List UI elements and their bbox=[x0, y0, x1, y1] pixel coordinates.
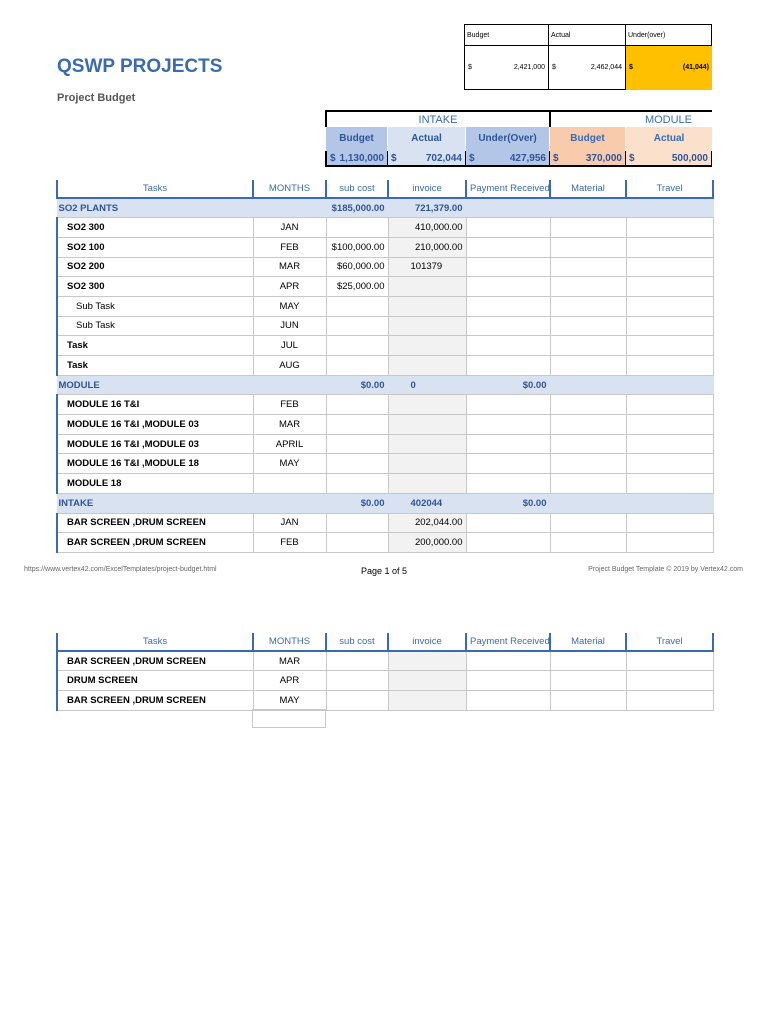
task-material[interactable] bbox=[550, 296, 626, 316]
task-travel[interactable] bbox=[626, 454, 713, 474]
module-budget-label: Budget bbox=[549, 127, 625, 151]
task-name[interactable]: Sub Task bbox=[57, 316, 253, 336]
task-material[interactable] bbox=[550, 651, 626, 671]
task-material[interactable] bbox=[550, 513, 626, 533]
task-invoice[interactable] bbox=[388, 454, 466, 474]
table-row bbox=[57, 296, 713, 316]
task-name[interactable]: MODULE 18 bbox=[57, 474, 253, 494]
task-sub-cost[interactable] bbox=[326, 434, 388, 454]
intake-budget-value: 1,130,000 bbox=[339, 153, 384, 164]
task-month[interactable]: JUL bbox=[253, 336, 326, 356]
task-material[interactable] bbox=[550, 356, 626, 376]
section-name: MODULE bbox=[57, 375, 253, 395]
task-month[interactable]: JAN bbox=[253, 513, 326, 533]
table-row bbox=[57, 316, 713, 336]
task-material[interactable] bbox=[550, 336, 626, 356]
task-material[interactable] bbox=[550, 395, 626, 415]
task-travel[interactable] bbox=[626, 533, 713, 553]
section-name: SO2 PLANTS bbox=[57, 198, 253, 218]
table-row bbox=[57, 690, 713, 710]
table-cell bbox=[253, 493, 326, 513]
table-row bbox=[57, 395, 713, 415]
table-cell bbox=[626, 375, 713, 395]
task-month[interactable]: MAY bbox=[253, 690, 326, 710]
page-subtitle: Project Budget bbox=[57, 92, 136, 104]
column-header-tasks: Tasks bbox=[57, 180, 253, 198]
section-payment: $0.00 bbox=[466, 375, 550, 395]
task-name[interactable]: BAR SCREEN ,DRUM SCREEN bbox=[57, 513, 253, 533]
task-month[interactable]: APR bbox=[253, 671, 326, 691]
currency-symbol: $ bbox=[553, 153, 559, 164]
task-travel[interactable] bbox=[626, 257, 713, 277]
task-travel[interactable] bbox=[626, 671, 713, 691]
task-sub-cost[interactable]: $60,000.00 bbox=[326, 257, 388, 277]
task-month[interactable]: FEB bbox=[253, 395, 326, 415]
table-row bbox=[57, 415, 713, 435]
task-material[interactable] bbox=[550, 474, 626, 494]
task-payment-received[interactable] bbox=[466, 277, 550, 297]
table-row bbox=[57, 336, 713, 356]
task-name[interactable]: DRUM SCREEN bbox=[57, 671, 253, 691]
task-payment-received[interactable] bbox=[466, 415, 550, 435]
table-row bbox=[57, 257, 713, 277]
summary-actual-value-cell bbox=[549, 46, 626, 90]
task-material[interactable] bbox=[550, 690, 626, 710]
table-row bbox=[57, 434, 713, 454]
task-sub-cost[interactable]: $100,000.00 bbox=[326, 237, 388, 257]
task-name[interactable]: SO2 200 bbox=[57, 257, 253, 277]
task-name[interactable]: MODULE 16 T&I ,MODULE 03 bbox=[57, 434, 253, 454]
section-name: INTAKE bbox=[57, 493, 253, 513]
section-invoice: 402044 bbox=[388, 493, 466, 513]
task-sub-cost[interactable] bbox=[326, 690, 388, 710]
task-travel[interactable] bbox=[626, 336, 713, 356]
task-sub-cost[interactable]: $25,000.00 bbox=[326, 277, 388, 297]
task-payment-received[interactable] bbox=[466, 356, 550, 376]
summary-budget-label: Budget bbox=[465, 25, 549, 46]
task-invoice[interactable] bbox=[388, 671, 466, 691]
section-payment bbox=[466, 198, 550, 218]
table-cell bbox=[626, 493, 713, 513]
column-header-material: Material bbox=[550, 633, 626, 651]
table-row bbox=[57, 474, 713, 494]
table-cell bbox=[253, 198, 326, 218]
intake-under-label: Under(Over) bbox=[465, 127, 549, 151]
task-name[interactable]: MODULE 16 T&I ,MODULE 18 bbox=[57, 454, 253, 474]
task-travel[interactable] bbox=[626, 237, 713, 257]
task-payment-received[interactable] bbox=[466, 454, 550, 474]
table-row bbox=[57, 533, 713, 553]
task-payment-received[interactable] bbox=[466, 395, 550, 415]
task-sub-cost[interactable] bbox=[326, 533, 388, 553]
intake-actual-total bbox=[387, 151, 465, 167]
task-sub-cost[interactable] bbox=[326, 474, 388, 494]
table-row bbox=[57, 671, 713, 691]
task-travel[interactable] bbox=[626, 218, 713, 238]
task-payment-received[interactable] bbox=[466, 474, 550, 494]
task-material[interactable] bbox=[550, 277, 626, 297]
section-sub-cost: $0.00 bbox=[326, 493, 388, 513]
table-row bbox=[57, 277, 713, 297]
task-invoice[interactable] bbox=[388, 356, 466, 376]
task-payment-received[interactable] bbox=[466, 690, 550, 710]
section-invoice: 721,379.00 bbox=[388, 198, 466, 218]
module-budget-value: 370,000 bbox=[585, 153, 622, 164]
table-cell bbox=[550, 198, 626, 218]
currency-symbol: $ bbox=[468, 64, 472, 71]
intake-header: INTAKE bbox=[325, 110, 549, 127]
task-material[interactable] bbox=[550, 237, 626, 257]
currency-symbol: $ bbox=[391, 153, 397, 164]
column-header-sub-cost: sub cost bbox=[326, 633, 388, 651]
task-sub-cost[interactable] bbox=[326, 296, 388, 316]
task-payment-received[interactable] bbox=[466, 218, 550, 238]
task-payment-received[interactable] bbox=[466, 513, 550, 533]
column-header-material: Material bbox=[550, 180, 626, 198]
task-material[interactable] bbox=[550, 218, 626, 238]
task-payment-received[interactable] bbox=[466, 296, 550, 316]
summary-actual-label: Actual bbox=[549, 25, 626, 46]
column-header-travel: Travel bbox=[626, 633, 713, 651]
task-month[interactable]: FEB bbox=[253, 237, 326, 257]
summary-under-value-cell bbox=[626, 46, 712, 90]
summary-under-value: (41,044) bbox=[682, 64, 709, 71]
task-invoice[interactable] bbox=[388, 415, 466, 435]
task-material[interactable] bbox=[550, 316, 626, 336]
table-header-row bbox=[57, 633, 713, 651]
task-material[interactable] bbox=[550, 415, 626, 435]
task-invoice[interactable] bbox=[388, 474, 466, 494]
task-sub-cost[interactable] bbox=[326, 336, 388, 356]
table-row bbox=[57, 454, 713, 474]
section-payment: $0.00 bbox=[466, 493, 550, 513]
task-invoice[interactable] bbox=[388, 395, 466, 415]
table-row bbox=[57, 218, 713, 238]
table-row bbox=[57, 356, 713, 376]
task-sub-cost[interactable] bbox=[326, 356, 388, 376]
task-payment-received[interactable] bbox=[466, 336, 550, 356]
task-payment-received[interactable] bbox=[466, 316, 550, 336]
task-sub-cost[interactable] bbox=[326, 395, 388, 415]
task-sub-cost[interactable] bbox=[326, 651, 388, 671]
intake-actual-value: 702,044 bbox=[425, 153, 462, 164]
task-material[interactable] bbox=[550, 533, 626, 553]
task-travel[interactable] bbox=[626, 395, 713, 415]
task-material[interactable] bbox=[550, 257, 626, 277]
task-invoice[interactable]: 200,000.00 bbox=[388, 533, 466, 553]
empty-month-cell[interactable] bbox=[252, 709, 326, 728]
summary-budget-value-cell bbox=[465, 46, 549, 90]
intake-actual-label: Actual bbox=[387, 127, 465, 151]
task-payment-received[interactable] bbox=[466, 237, 550, 257]
task-month[interactable]: JAN bbox=[253, 218, 326, 238]
task-payment-received[interactable] bbox=[466, 533, 550, 553]
task-month[interactable]: APR bbox=[253, 277, 326, 297]
intake-under-total bbox=[465, 151, 549, 167]
column-header-payment-received: Payment Received bbox=[466, 180, 550, 198]
column-header-invoice: invoice bbox=[388, 633, 466, 651]
module-header: MODULE bbox=[549, 110, 712, 127]
task-month[interactable]: JUN bbox=[253, 316, 326, 336]
task-invoice[interactable] bbox=[388, 296, 466, 316]
task-travel[interactable] bbox=[626, 474, 713, 494]
budget-table-page-2 bbox=[56, 633, 714, 711]
task-invoice[interactable] bbox=[388, 316, 466, 336]
task-month[interactable]: MAY bbox=[253, 296, 326, 316]
section-sub-cost: $0.00 bbox=[326, 375, 388, 395]
summary-actual-value: 2,462,044 bbox=[590, 64, 622, 71]
task-month[interactable]: MAR bbox=[253, 651, 326, 671]
table-row bbox=[57, 651, 713, 671]
task-sub-cost[interactable] bbox=[326, 218, 388, 238]
task-month[interactable] bbox=[253, 474, 326, 494]
task-name[interactable]: Task bbox=[57, 356, 253, 376]
table-cell bbox=[550, 493, 626, 513]
task-month[interactable]: AUG bbox=[253, 356, 326, 376]
currency-symbol: $ bbox=[629, 64, 633, 71]
task-month[interactable]: APRIL bbox=[253, 434, 326, 454]
column-header-sub-cost: sub cost bbox=[326, 180, 388, 198]
summary-under-label: Under(over) bbox=[626, 25, 712, 46]
task-travel[interactable] bbox=[626, 356, 713, 376]
table-row bbox=[57, 513, 713, 533]
task-travel[interactable] bbox=[626, 690, 713, 710]
task-invoice[interactable] bbox=[388, 434, 466, 454]
task-name[interactable]: MODULE 16 T&I bbox=[57, 395, 253, 415]
task-invoice[interactable] bbox=[388, 690, 466, 710]
task-travel[interactable] bbox=[626, 513, 713, 533]
table-cell bbox=[253, 375, 326, 395]
currency-symbol: $ bbox=[330, 153, 336, 164]
task-travel[interactable] bbox=[626, 296, 713, 316]
task-name[interactable]: MODULE 16 T&I ,MODULE 03 bbox=[57, 415, 253, 435]
currency-symbol: $ bbox=[552, 64, 556, 71]
module-actual-label: Actual bbox=[625, 127, 712, 151]
table-cell bbox=[550, 375, 626, 395]
task-sub-cost[interactable] bbox=[326, 671, 388, 691]
section-row bbox=[57, 198, 713, 218]
budget-summary-box bbox=[464, 24, 712, 90]
task-sub-cost[interactable] bbox=[326, 316, 388, 336]
task-invoice[interactable] bbox=[388, 336, 466, 356]
page-number: Page 1 of 5 bbox=[361, 566, 408, 576]
task-invoice[interactable] bbox=[388, 277, 466, 297]
table-header-row bbox=[57, 180, 713, 198]
task-material[interactable] bbox=[550, 434, 626, 454]
currency-symbol: $ bbox=[629, 153, 635, 164]
task-name[interactable]: BAR SCREEN ,DRUM SCREEN bbox=[57, 651, 253, 671]
budget-table-page-1 bbox=[56, 180, 714, 553]
task-payment-received[interactable] bbox=[466, 671, 550, 691]
task-invoice[interactable] bbox=[388, 651, 466, 671]
column-header-travel: Travel bbox=[626, 180, 713, 198]
task-travel[interactable] bbox=[626, 277, 713, 297]
task-invoice[interactable]: 410,000.00 bbox=[388, 218, 466, 238]
task-month[interactable]: MAR bbox=[253, 257, 326, 277]
task-travel[interactable] bbox=[626, 434, 713, 454]
column-header-months: MONTHS bbox=[253, 180, 326, 198]
section-sub-cost: $185,000.00 bbox=[326, 198, 388, 218]
intake-budget-label: Budget bbox=[325, 127, 387, 151]
module-actual-total bbox=[625, 151, 712, 167]
table-cell bbox=[626, 198, 713, 218]
task-material[interactable] bbox=[550, 671, 626, 691]
column-header-invoice: invoice bbox=[388, 180, 466, 198]
task-month[interactable]: MAR bbox=[253, 415, 326, 435]
section-invoice: 0 bbox=[388, 375, 466, 395]
task-month[interactable]: FEB bbox=[253, 533, 326, 553]
task-payment-received[interactable] bbox=[466, 434, 550, 454]
module-budget-total bbox=[549, 151, 625, 167]
page-title: QSWP PROJECTS bbox=[57, 56, 223, 77]
task-sub-cost[interactable] bbox=[326, 513, 388, 533]
intake-budget-total bbox=[325, 151, 387, 167]
table-row bbox=[57, 237, 713, 257]
task-name[interactable]: SO2 300 bbox=[57, 277, 253, 297]
task-name[interactable]: SO2 300 bbox=[57, 218, 253, 238]
task-payment-received[interactable] bbox=[466, 651, 550, 671]
task-invoice[interactable]: 210,000.00 bbox=[388, 237, 466, 257]
task-name[interactable]: BAR SCREEN ,DRUM SCREEN bbox=[57, 533, 253, 553]
module-actual-value: 500,000 bbox=[671, 153, 708, 164]
task-travel[interactable] bbox=[626, 415, 713, 435]
task-name[interactable]: SO2 100 bbox=[57, 237, 253, 257]
column-header-months: MONTHS bbox=[253, 633, 326, 651]
task-sub-cost[interactable] bbox=[326, 415, 388, 435]
task-name[interactable]: Task bbox=[57, 336, 253, 356]
task-name[interactable]: BAR SCREEN ,DRUM SCREEN bbox=[57, 690, 253, 710]
column-header-tasks: Tasks bbox=[57, 633, 253, 651]
task-sub-cost[interactable] bbox=[326, 454, 388, 474]
footer-copyright: Project Budget Template © 2019 by Vertex42.com bbox=[588, 566, 743, 573]
task-invoice[interactable]: 101379 bbox=[388, 257, 466, 277]
summary-budget-value: 2,421,000 bbox=[513, 64, 545, 71]
section-row bbox=[57, 375, 713, 395]
task-name[interactable]: Sub Task bbox=[57, 296, 253, 316]
column-header-payment-received: Payment Received bbox=[466, 633, 550, 651]
currency-symbol: $ bbox=[469, 153, 475, 164]
section-row bbox=[57, 493, 713, 513]
task-month[interactable]: MAY bbox=[253, 454, 326, 474]
task-travel[interactable] bbox=[626, 651, 713, 671]
task-travel[interactable] bbox=[626, 316, 713, 336]
intake-under-value: 427,956 bbox=[509, 153, 546, 164]
footer-url[interactable]: https://www.vertex42.com/ExcelTemplates/project-budget.html bbox=[24, 566, 217, 573]
task-payment-received[interactable] bbox=[466, 257, 550, 277]
task-material[interactable] bbox=[550, 454, 626, 474]
task-invoice[interactable]: 202,044.00 bbox=[388, 513, 466, 533]
